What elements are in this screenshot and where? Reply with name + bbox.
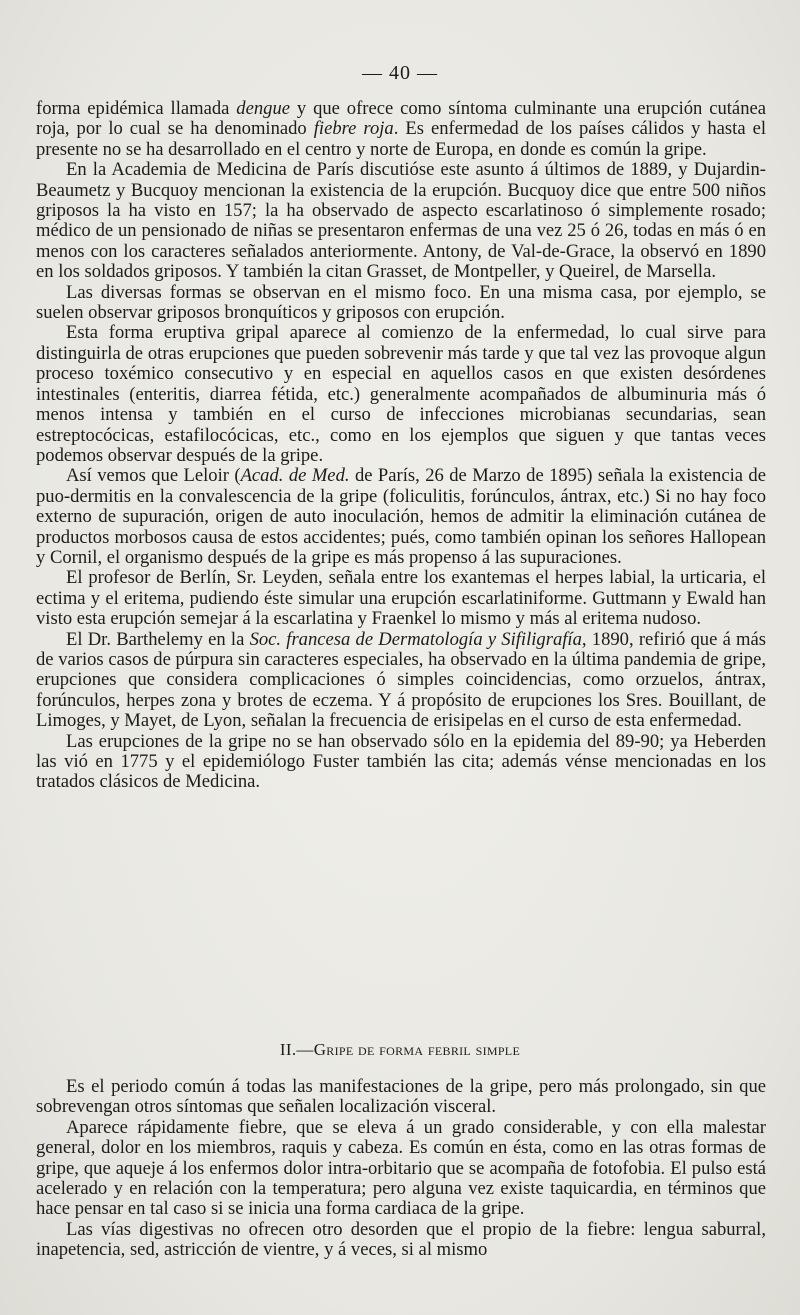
paragraph xyxy=(36,1077,766,1118)
section-number: II.— xyxy=(279,1040,314,1059)
paragraph xyxy=(36,283,766,324)
paragraph xyxy=(36,630,766,732)
page-number: — 40 — xyxy=(362,62,438,84)
text-run: Así vemos que Leloir ( xyxy=(66,465,241,487)
section-heading xyxy=(0,1040,800,1060)
italic-text: Soc. francesa de Dermatología y Sifiligrafía xyxy=(249,628,582,650)
text-run: Las diversas formas se observan en el mismo foco. En una misma casa, por ejemplo, se suelen observar griposos bronquíticos y griposos con erupción. xyxy=(36,281,766,324)
text-run: de París, 26 de Marzo de 1895) señala la existencia de puo-dermitis en la convalescencia de la gripe (foliculitis, forúnculos, ántrax, etc.) Si no hay foco externo de supuración, origen de auto inoculación, hemos de admitir la eliminación cutánea de productos morbosos causa de estos accidentes; pués, como también opinan los señores Hallopean y Cornil, el organismo después de la gripe es más propenso á las supuraciones. xyxy=(36,465,766,568)
text-run: En la Academia de Medicina de París discutióse este asunto á últimos de 1889, y Dujardin-Beaumetz y Bucquoy mencionan la existencia de la erupción. Bucquoy dice que entre 500 niños griposos la ha visto en 157; la ha observado de aspecto escarlatinoso ó simplemente rosado; médico de un pensionado de niñas se presentaron enfermas de una vez 25 ó 26, todas en más ó en menos con los caracteres señalados anteriormente. Antony, de Val-de-Grace, la observó en 1890 en los soldados griposos. Y también la citan Grasset, de Montpeller, y Queirel, de Marsella. xyxy=(36,159,766,283)
paragraph xyxy=(36,568,766,629)
section-title: Gripe de forma febril simple xyxy=(313,1040,521,1059)
text-run: . Es enfermedad de los países cálidos y hasta el presente no se ha desarrollado en el centro y norte de Europa, en donde es común la gripe. xyxy=(36,118,766,160)
italic-text: Acad. de Med. xyxy=(240,465,350,487)
paragraph xyxy=(36,1118,766,1220)
text-run: Es el periodo común á todas las manifestaciones de la gripe, pero más prolongado, sin que sobrevengan otros síntomas que señalen localización visceral. xyxy=(36,1076,766,1118)
text-run: El Dr. Barthelemy en la xyxy=(66,628,250,650)
section-body-text xyxy=(36,1077,766,1261)
paragraph xyxy=(36,466,766,568)
italic-text: dengue xyxy=(236,98,290,119)
text-run: y que ofrece como síntoma culminante una erupción cutánea roja, por lo cual se ha denominado xyxy=(36,98,766,140)
paragraph xyxy=(36,323,766,466)
text-run: El profesor de Berlín, Sr. Leyden, señala entre los exantemas el herpes labial, la urticaria, el ectima y el eritema, pudiendo éste simular una erupción escarlatiniforme. Guttmann y Ewald han visto esta erupción semejar á la escarlatina y Fraenkel lo mismo y más al eritema nudoso. xyxy=(36,567,766,630)
paragraph xyxy=(36,1220,766,1261)
paragraph xyxy=(36,99,766,160)
italic-text: fiebre roja xyxy=(313,118,394,140)
text-run: forma epidémica llamada xyxy=(36,98,237,119)
text-run: , 1890, refirió que á más de varios casos de púrpura sin caracteres especiales, ha observado en la última pandemia de gripe, erupciones que considera complicaciones ó simples coincidencias, como orzuelos, ántrax, forúnculos, herpes zona y brotes de eczema. Y á propósito de erupciones los Sres. Bouillant, de Limoges, y Mayet, de Lyon, señalan la frecuencia de erisipelas en el curso de esta enfermedad. xyxy=(36,628,766,732)
paragraph xyxy=(36,160,766,282)
text-run: Esta forma eruptiva gripal aparece al comienzo de la enfermedad, lo cual sirve para distinguirla de otras erupciones que pueden sobrevenir más tarde y que tal vez las provoque algun proceso toxémico consecutivo y en especial en aquellos casos en que existen desórdenes intestinales (enteritis, diarrea fétida, etc.) generalmente acompañados de albuminuria más ó menos intensa y también en el curso de infecciones microbianas secundarias, sean estreptocócicas, estafilocócicas, etc., como en los ejemplos que siguen y que tantas veces podemos observar después de la gripe. xyxy=(36,322,766,466)
text-run: Las erupciones de la gripe no se han observado sólo en la epidemia del 89-90; ya Heberden las vió en 1775 y el epidemiólogo Fuster también las cita; además vénse mencionadas en los tratados clásicos de Medicina. xyxy=(36,730,766,793)
paragraph xyxy=(36,732,766,793)
body-text xyxy=(36,99,766,793)
text-run: Las vías digestivas no ofrecen otro desorden que el propio de la fiebre: lengua saburral, inapetencia, sed, astricción de vientre, y á veces, si al mismo xyxy=(36,1218,766,1261)
text-run: Aparece rápidamente fiebre, que se eleva á un grado considerable, y con ella malestar general, dolor en los miembros, raquis y cabeza. Es común en ésta, como en las otras formas de gripe, que aqueje á los enfermos dolor intra-orbitario que se acompaña de fotofobia. El pulso está acelerado y en relación con la temperatura; pero alguna vez existe taquicardia, en términos que hace pensar en tal caso si se inicia una forma cardiaca de la gripe. xyxy=(36,1116,766,1220)
